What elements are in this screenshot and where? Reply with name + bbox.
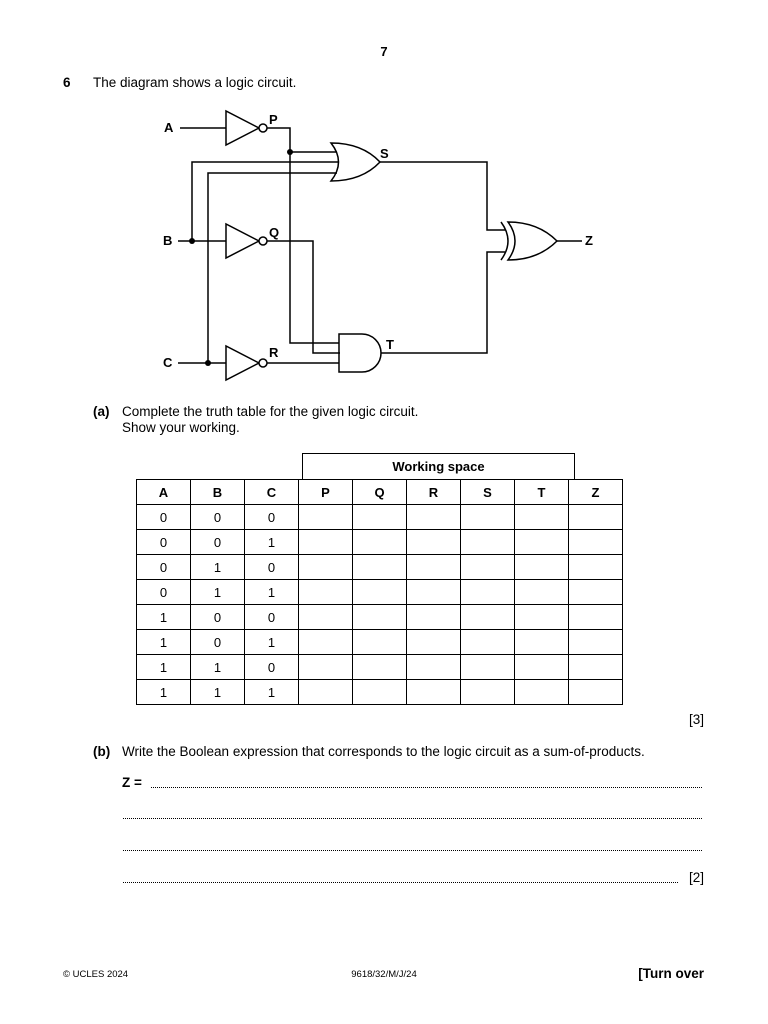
answer-cell-t[interactable] [515,680,569,705]
answer-cell-q[interactable] [353,580,407,605]
input-cell-b: 0 [191,505,245,530]
answer-cell-r[interactable] [407,530,461,555]
answer-cell-t[interactable] [515,630,569,655]
working-space-header: Working space [302,453,575,479]
input-cell-a: 1 [137,655,191,680]
answer-cell-s[interactable] [461,655,515,680]
answer-cell-r[interactable] [407,555,461,580]
answer-cell-s[interactable] [461,580,515,605]
answer-cell-t[interactable] [515,580,569,605]
answer-cell-r[interactable] [407,630,461,655]
answer-cell-p[interactable] [299,555,353,580]
answer-cell-q[interactable] [353,505,407,530]
answer-cell-z[interactable] [569,655,623,680]
answer-cell-z[interactable] [569,580,623,605]
column-header-z: Z [569,480,623,505]
answer-cell-z[interactable] [569,630,623,655]
junction-dot [189,238,195,244]
answer-line-3[interactable] [123,850,702,851]
table-row [137,630,623,655]
answer-cell-t[interactable] [515,605,569,630]
answer-cell-r[interactable] [407,505,461,530]
input-cell-c: 0 [245,555,299,580]
column-header-p: P [299,480,353,505]
answer-cell-z[interactable] [569,605,623,630]
footer-copyright: © UCLES 2024 [63,969,129,980]
input-cell-b: 0 [191,605,245,630]
xor-gate-z [501,222,557,260]
answer-cell-r[interactable] [407,605,461,630]
input-cell-b: 1 [191,680,245,705]
turn-over-label: [Turn over [638,966,704,981]
question-text: The diagram shows a logic circuit. [93,75,297,90]
answer-cell-s[interactable] [461,605,515,630]
answer-cell-z[interactable] [569,530,623,555]
input-cell-b: 1 [191,580,245,605]
answer-cell-p[interactable] [299,530,353,555]
answer-cell-z[interactable] [569,555,623,580]
input-cell-b: 1 [191,655,245,680]
answer-cell-p[interactable] [299,680,353,705]
answer-cell-p[interactable] [299,655,353,680]
answer-cell-p[interactable] [299,605,353,630]
part-a-instruction-1: Complete the truth table for the given logic circuit. [122,404,419,419]
column-header-t: T [515,480,569,505]
input-cell-a: 1 [137,680,191,705]
answer-cell-t[interactable] [515,505,569,530]
part-a-label: (a) [93,404,110,419]
label-b: B [163,233,173,248]
answer-cell-t[interactable] [515,555,569,580]
label-q: Q [269,225,280,240]
input-cell-c: 0 [245,505,299,530]
answer-cell-t[interactable] [515,655,569,680]
column-header-s: S [461,480,515,505]
question-number: 6 [63,75,71,90]
input-cell-a: 1 [137,605,191,630]
input-cell-a: 0 [137,580,191,605]
answer-cell-t[interactable] [515,530,569,555]
input-cell-c: 1 [245,580,299,605]
table-row [137,530,623,555]
answer-cell-p[interactable] [299,505,353,530]
circuit-wires [178,128,582,363]
footer-paper-code: 9618/32/M/J/24 [351,969,417,980]
input-cell-c: 1 [245,630,299,655]
table-row [137,555,623,580]
truth-table [136,479,623,705]
part-a-marks: [3] [688,712,704,727]
answer-cell-s[interactable] [461,630,515,655]
label-a: A [164,120,174,135]
answer-cell-z[interactable] [569,505,623,530]
answer-cell-q[interactable] [353,655,407,680]
answer-cell-q[interactable] [353,605,407,630]
input-cell-c: 1 [245,530,299,555]
column-header-q: Q [353,480,407,505]
logic-circuit-diagram [0,0,768,400]
not-gate-r [226,346,267,380]
answer-cell-r[interactable] [407,580,461,605]
input-cell-c: 0 [245,605,299,630]
part-b-label: (b) [93,744,111,759]
page-number: 7 [380,44,388,59]
answer-cell-z[interactable] [569,680,623,705]
answer-cell-q[interactable] [353,630,407,655]
column-header-a: A [137,480,191,505]
answer-cell-s[interactable] [461,680,515,705]
not-gate-p [226,111,267,145]
table-row [137,655,623,680]
input-cell-c: 0 [245,655,299,680]
label-r: R [269,345,279,360]
part-b-instruction: Write the Boolean expression that corresponds to the logic circuit as a sum-of-products. [122,744,645,759]
input-cell-b: 0 [191,630,245,655]
answer-cell-p[interactable] [299,630,353,655]
answer-line-4[interactable] [123,882,678,883]
answer-line-1[interactable] [151,787,702,788]
answer-cell-q[interactable] [353,530,407,555]
column-header-b: B [191,480,245,505]
not-gate-q [226,224,267,258]
column-header-r: R [407,480,461,505]
junction-dot [205,360,211,366]
input-cell-a: 0 [137,555,191,580]
label-c: C [163,355,173,370]
part-a-instruction-2: Show your working. [122,420,240,435]
answer-line-2[interactable] [123,818,702,819]
label-z: Z [585,233,593,248]
answer-cell-q[interactable] [353,555,407,580]
and-gate-t [339,334,381,372]
input-cell-a: 1 [137,630,191,655]
input-cell-a: 0 [137,530,191,555]
label-p: P [269,112,278,127]
answer-cell-s[interactable] [461,505,515,530]
input-cell-b: 0 [191,530,245,555]
column-header-c: C [245,480,299,505]
input-cell-c: 1 [245,680,299,705]
answer-cell-p[interactable] [299,580,353,605]
truth-table-header-row [137,480,623,505]
table-row [137,580,623,605]
input-cell-a: 0 [137,505,191,530]
label-s: S [380,146,389,161]
junction-dot [287,149,293,155]
input-cell-b: 1 [191,555,245,580]
table-row [137,605,623,630]
answer-cell-r[interactable] [407,655,461,680]
label-t: T [386,337,394,352]
answer-cell-r[interactable] [407,680,461,705]
table-row [137,680,623,705]
table-row [137,505,623,530]
answer-cell-s[interactable] [461,555,515,580]
answer-cell-s[interactable] [461,530,515,555]
part-b-marks: [2] [688,870,704,885]
answer-cell-q[interactable] [353,680,407,705]
answer-prefix: Z = [122,775,142,790]
